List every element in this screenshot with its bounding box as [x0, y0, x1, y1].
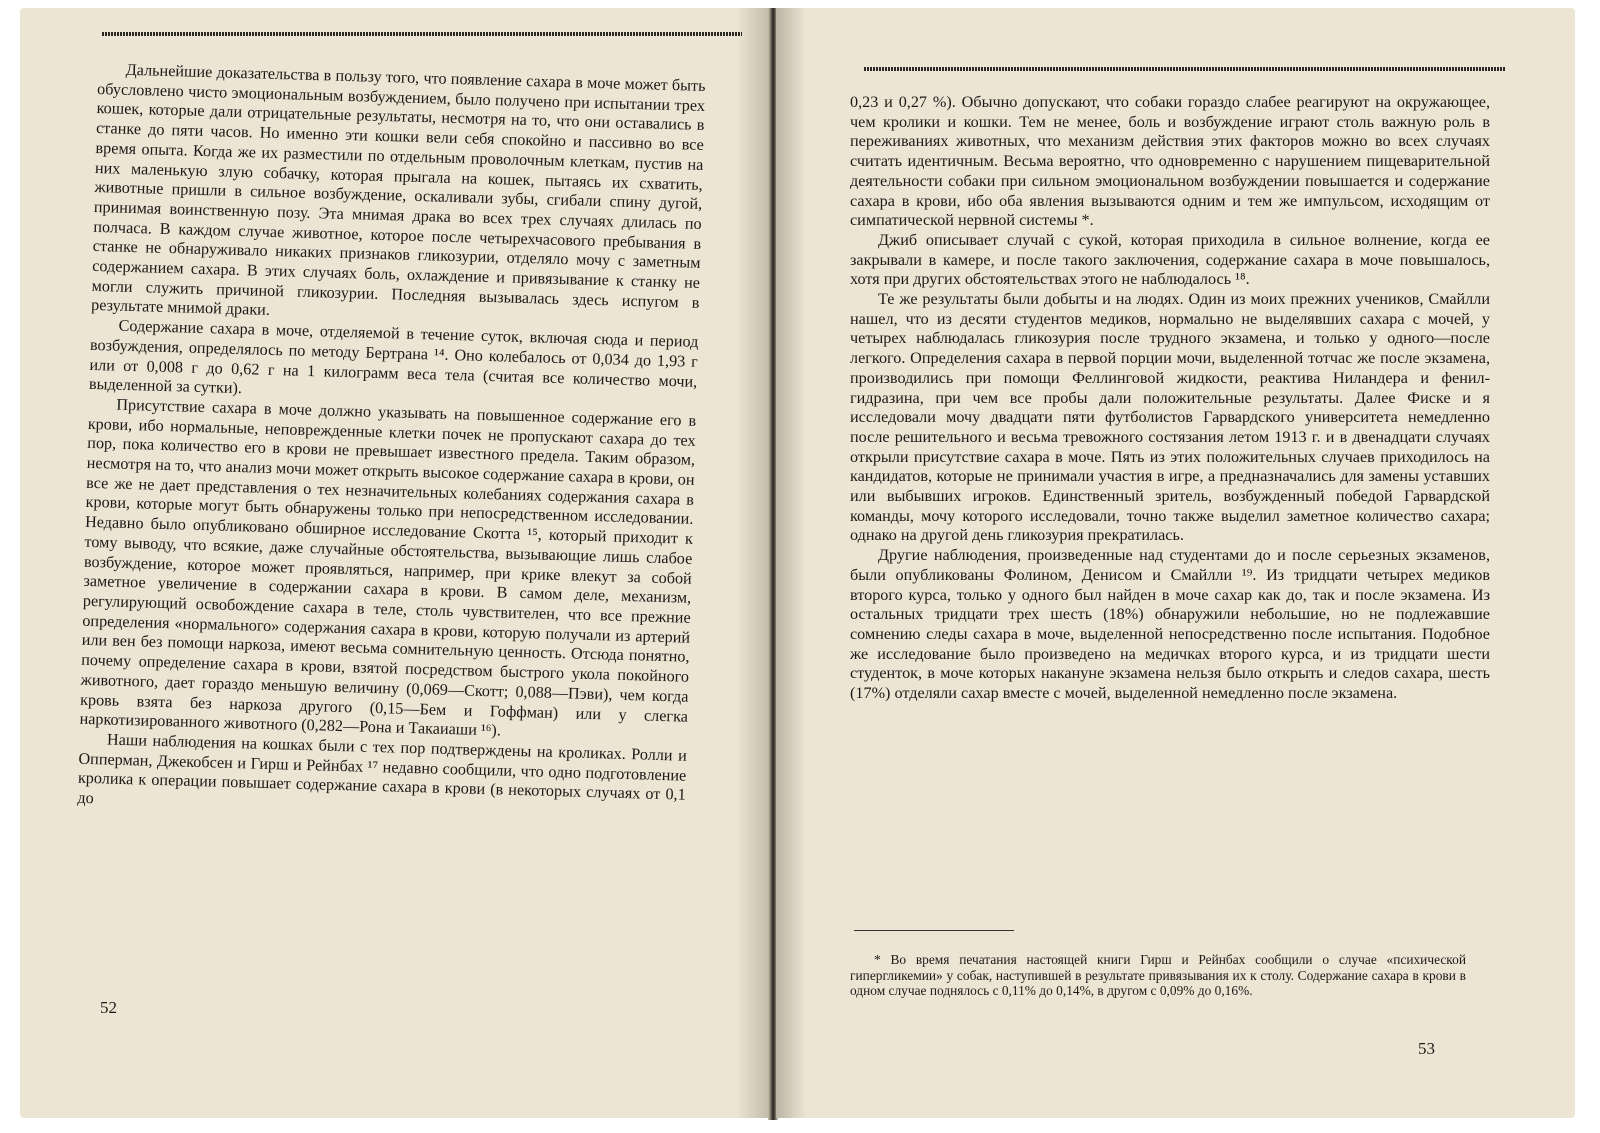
- footnote: * Во время печатания настоящей книги Гирш и Рейнбах сообщили о случае «психической гипергликемии» у собак, наступившей в результате привязывания их к столу. Содержание сахара в крови в одном случае поднялось с 0,11% до 0,14%, в другом с 0,09% до 0,16%.: [850, 952, 1466, 999]
- page-number: 53: [1418, 1039, 1435, 1058]
- paragraph: Другие наблюдения, произведенные над студентами до и после серьезных экзаменов, были опубликованы Фолином, Денисом и Смайлли ¹⁹. Из тридцати четырех медиков второго курса, только у одного был найден в моче сахар как до, так и после экзамена. Из остальных тридцати трех шесть (18%) обнаружили небольшие, но не подлежавшие сомнению следы сахара в моче, выделенной непосредственно после испытания. Подобное же исследование было произведено на медичках второго курса, и из тридцати шести студенток, в моче которых накануне экзамена нельзя было открыть и следов сахара, шесть (17%) отделяли сахар вместе с мочей, выделенной немедленно после экзамена.: [850, 546, 1490, 703]
- paragraph: 0,23 и 0,27 %). Обычно допускают, что собаки гораздо слабее реагируют на окружающее, чем кролики и кошки. Тем не менее, боль и возбуждение играют столь важную роль в переживаниях животных, что механизм действия этих факторов можно во всех случаях считать идентичным. Весьма вероятно, что одновременно с нарушением пищеварительной деятельности собаки при сильном эмоциональном возбуждении повышается и содержание сахара в крови, ибо оба явления вызываются одним и тем же импульсом, исходящим от симпатической нервной системы *.: [850, 93, 1490, 230]
- paragraph: Те же результаты были добыты и на людях. Один из моих прежних учеников, Смайлли нашел, что из десяти студентов медиков, нормально не выделявших сахара с мочей, у четырех наблюдалась гликозурия после трудного экзамена, и только у одного—после легкого. Определения сахара в первой порции мочи, выделенной тотчас же после экзамена, производились при помощи Феллинговой жидкости, реактива Ниландера и фенил-гидразина, при чем все пробы дали положительные результаты. Далее Фиске и я исследовали мочу двадцати пяти футболистов Гарвардского университета немедленно после решительного и весьма тревожного состязания летом 1913 г. и в двенадцати случаях открыли присутствие сахара в моче. Пять из этих положительных случаев приходилось на кандидатов, которые не принимали участия в игре, а предназначались для замены уставших или выбывших игроков. Единственный зритель, возбужденный победой Гарвардской команды, мочу которого исследовали, точно также выделил заметное количество сахара; однако на другой день гликозурия прекратилась.: [850, 290, 1490, 545]
- page-number: 52: [100, 998, 117, 1017]
- right-page: [776, 8, 1575, 1118]
- paragraph: Джиб описывает случай с сукой, которая приходила в сильное волнение, когда ее закрывали в камере, и после такого заключения, содержание сахара в моче повышалось, хотя при других обстоятельствах этого не наблюдалось ¹⁸.: [850, 230, 1490, 289]
- binding-shadow: [776, 8, 806, 1118]
- paragraph: Наши наблюдения на кошках были с тех пор подтверждены на кроликах. Ролли и Опперман, Джекобсен и Гирш и Рейнбах ¹⁷ недавно сообщили, что одно подготовление кролика к операции повышает содержание сахара в крови (в некоторых случаях от 0,1 до: [77, 730, 688, 808]
- footnote-rule: [854, 930, 1014, 931]
- binding-shadow: [736, 8, 772, 1118]
- right-page-text: [850, 93, 1490, 704]
- book-spread: [20, 8, 1575, 1126]
- paragraph: Дальнейшие доказательства в пользу того, что появление сахара в моче может быть обусловлено чисто эмоциональным возбуждением, было получено при испытании трех кошек, которые дали отрицательные результаты, несмотря на то, что они оставались в станке до пяти часов. Но именно эти кошки вели себя спокойно и пассивно во все время опыта. Когда же их разместили по отдельным проволочным клеткам, пустив на них маленькую злую собачку, которая прыгала на кошек, пытаясь их схватить, животные пришли в сильное возбуждение, оскаливали зубы, сгибали спину дугой, принимая воинственную позу. Эта мнимая драка во всех трех случаях длилась по полчаса. В каждом случае животное, которое после четырехчасового пребывания в станке не обнаруживало никаких признаков гликозурии, отделяло мочу с заметным содержанием сахара. В этих случаях боль, охлаждение и привязывание к станку не могли служить причиной гликозурии. Последняя вызывалась здесь испугом в результате мнимой драки.: [90, 60, 706, 320]
- paragraph: Содержание сахара в моче, отделяемой в течение суток, включая сюда и период возбуждения, определялось по методу Бертрана ¹⁴. Оно колебалось от 0,034 до 1,93 г или от 0,008 г до 0,62 г на 1 килограмм веса тела (считая все количество мочи, выделенной за сутки).: [88, 316, 699, 398]
- header-rule: [102, 32, 742, 36]
- paragraph: Присутствие сахара в моче должно указывать на повышенное содержание его в крови, ибо нормальные, неповрежденные клетки почек не пропускают сахара до тех пор, пока количество его в крови не превышает известного предела. Таким образом, несмотря на то, что анализ мочи может открыть высокое содержание сахара в крови, он все же не дает представления о тех незначительных колебаниях содержания сахара в крови, которые могут быть обнаружены только при непосредственном исследовании. Недавно было опубликовано обширное исследование Скотта ¹⁵, который приходит к тому выводу, что всякие, даже случайные обстоятельства, вызывающие лишь слабое возбуждение, которое может проявляться, например, при крике влекут за собой заметное увеличение в содержании сахара в крови. В самом деле, механизм, регулирующий освобождение сахара в теле, столь чувствителен, что все прежние определения «нормального» содержания сахара в крови, которую получали из артерий или вен без помощи наркоза, имеют весьма сомнительную ценность. Отсюда понятно, почему определение сахара в крови, взятой посредством быстрого укола покойного животного, дает гораздо меньшую величину (0,069—Скотт; 0,088—Пэви), чем когда кровь взята без наркоза другого (0,15—Бем и Гоффман) или у слегка наркотизированного животного (0,282—Рона и Такаиаши ¹⁶).: [79, 395, 697, 740]
- left-page: [20, 8, 772, 1118]
- header-rule: [864, 67, 1506, 71]
- left-page-text: [77, 60, 706, 825]
